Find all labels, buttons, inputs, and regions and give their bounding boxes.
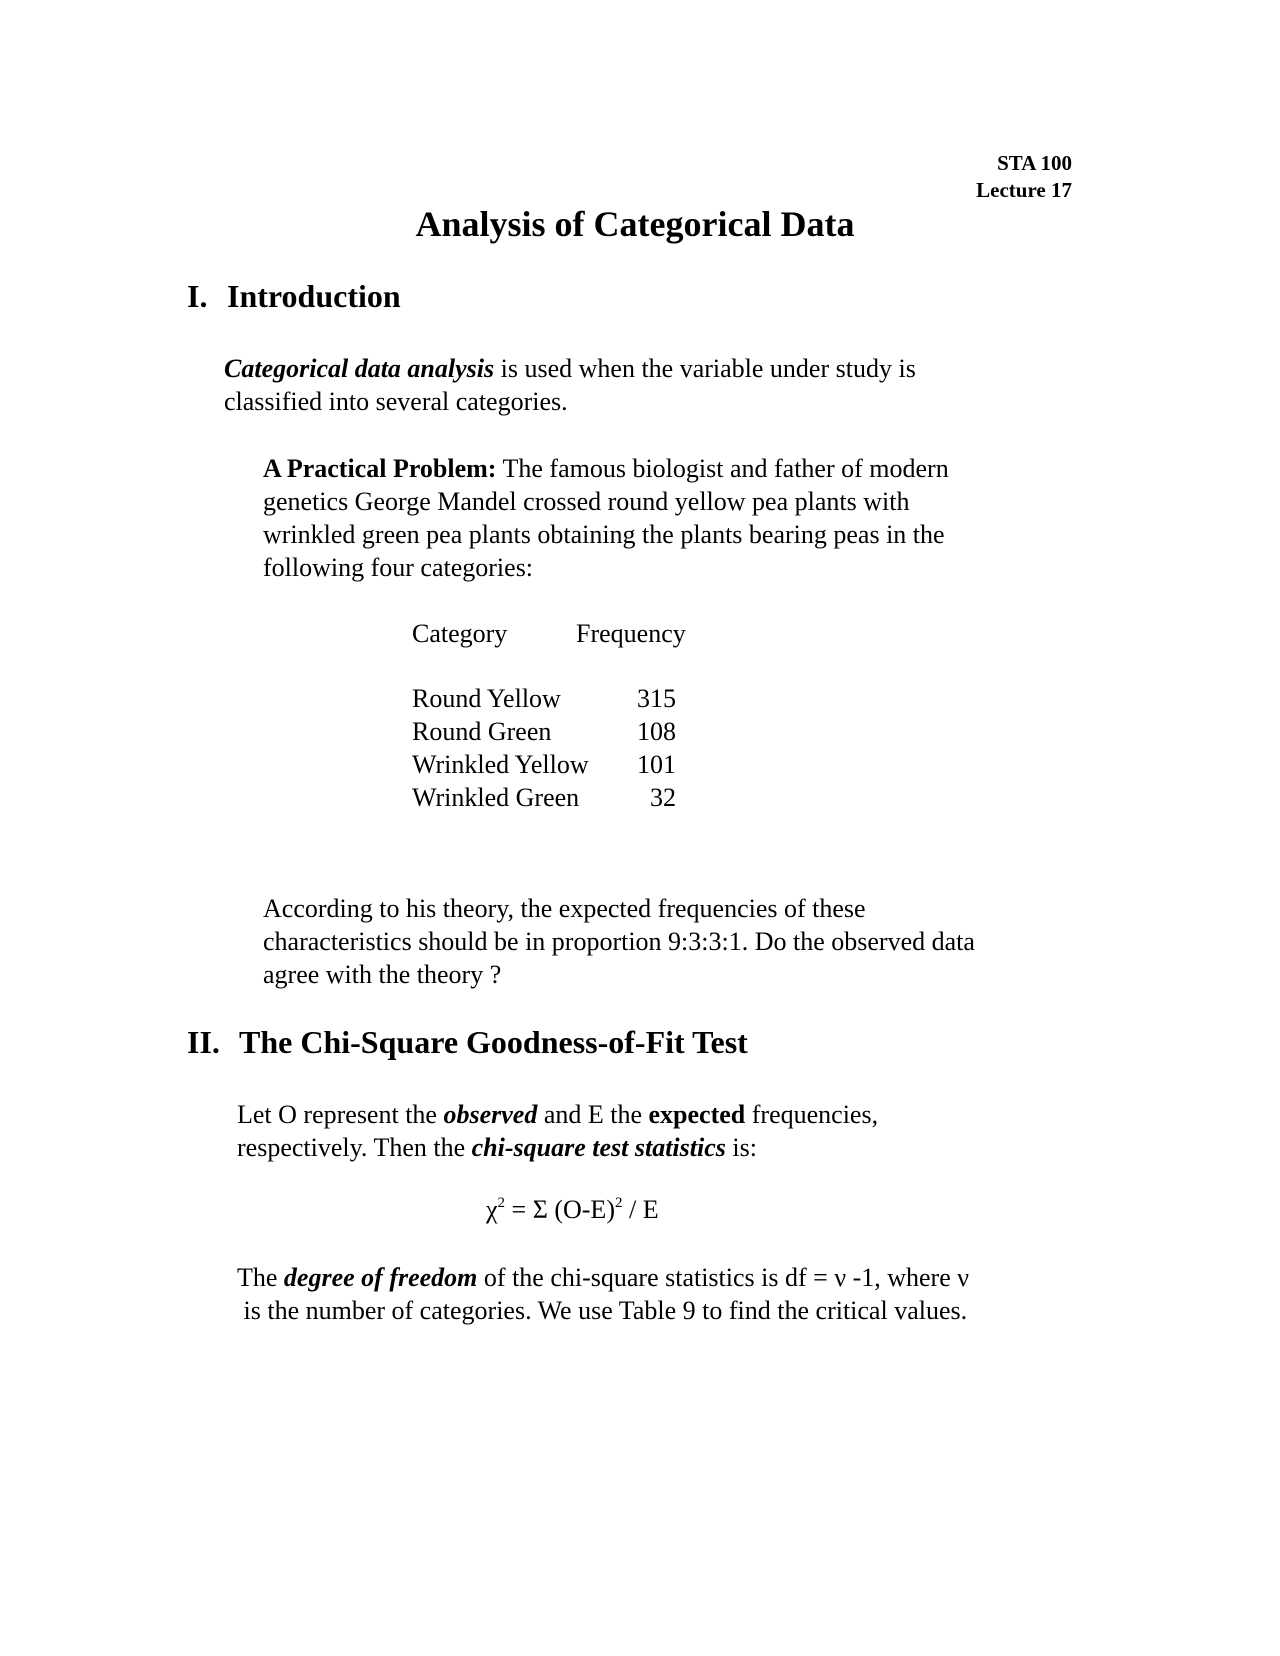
- text-run: respectively. Then the: [237, 1133, 472, 1162]
- problem-line-3: wrinkled green pea plants obtaining the plants bearing peas in the: [263, 520, 945, 549]
- column-header-category: Category: [412, 619, 508, 648]
- category-cell: Wrinkled Green: [412, 783, 580, 812]
- page-title: Analysis of Categorical Data: [415, 204, 855, 244]
- theory-line-2: characteristics should be in proportion 9:3:3:1. Do the observed data: [263, 927, 975, 956]
- section-number: I.: [187, 278, 208, 314]
- course-header: [976, 150, 1072, 204]
- category-cell: Wrinkled Yellow: [412, 750, 589, 779]
- chi-square-formula: [486, 1195, 659, 1225]
- section-number: II.: [187, 1024, 220, 1060]
- formula-sum: = Σ (O-E): [505, 1195, 615, 1224]
- problem-line-1: The famous biologist and father of modern: [496, 454, 949, 483]
- theory-line-3: agree with the theory ?: [263, 960, 502, 989]
- section-title: The Chi-Square Goodness-of-Fit Test: [239, 1024, 748, 1060]
- text-run: The: [237, 1263, 284, 1292]
- term-degree-of-freedom: degree of freedom: [283, 1263, 478, 1292]
- table-row: [412, 748, 676, 781]
- chi-square-definition-paragraph: [237, 1098, 878, 1164]
- section-heading-introduction: [187, 278, 401, 315]
- table-row: [412, 682, 676, 715]
- category-cell: Round Yellow: [412, 684, 561, 713]
- category-cell: Round Green: [412, 717, 552, 746]
- text-run: frequencies,: [745, 1100, 879, 1129]
- text-run: of the chi-square statistics is df = ν -1, where ν: [477, 1263, 970, 1292]
- theory-line-1: According to his theory, the expected frequencies of these: [263, 894, 866, 923]
- frequency-table-header: [412, 617, 686, 650]
- section-heading-chi-square: [187, 1024, 748, 1061]
- intro-text-2: classified into several categories.: [224, 387, 568, 416]
- formula-denominator: / E: [622, 1195, 659, 1224]
- intro-text-1: is used when the variable under study is: [494, 354, 916, 383]
- practical-problem-label: A Practical Problem:: [263, 454, 497, 483]
- term-categorical-data-analysis: Categorical data analysis: [224, 354, 495, 383]
- section-title: Introduction: [227, 278, 401, 314]
- degree-of-freedom-paragraph: [237, 1261, 969, 1327]
- frequency-cell: 101: [637, 750, 676, 779]
- dof-line-2: is the number of categories. We use Table 9 to find the critical values.: [237, 1296, 968, 1325]
- problem-line-2: genetics George Mandel crossed round yellow pea plants with: [263, 487, 910, 516]
- practical-problem-paragraph: [263, 452, 949, 584]
- intro-paragraph: [224, 352, 916, 418]
- column-header-frequency: Frequency: [576, 619, 686, 648]
- text-run: and E the: [537, 1100, 649, 1129]
- frequency-cell: 32: [650, 783, 676, 812]
- text-run: is:: [725, 1133, 757, 1162]
- table-row: [412, 781, 676, 814]
- frequency-table-body: [412, 682, 676, 814]
- formula-exponent: 2: [614, 1195, 623, 1211]
- frequency-cell: 108: [637, 717, 676, 746]
- term-observed: observed: [443, 1100, 538, 1129]
- formula-chi: χ: [486, 1195, 498, 1224]
- theory-paragraph: [263, 892, 975, 991]
- term-expected: expected: [648, 1100, 746, 1129]
- table-row: [412, 715, 676, 748]
- course-code: STA 100: [997, 151, 1072, 175]
- frequency-cell: 315: [637, 684, 676, 713]
- lecture-number: Lecture 17: [976, 178, 1072, 202]
- term-chi-square-test-statistics: chi-square test statistics: [471, 1133, 726, 1162]
- problem-line-4: following four categories:: [263, 553, 534, 582]
- formula-exponent: 2: [497, 1195, 506, 1211]
- text-run: Let O represent the: [237, 1100, 444, 1129]
